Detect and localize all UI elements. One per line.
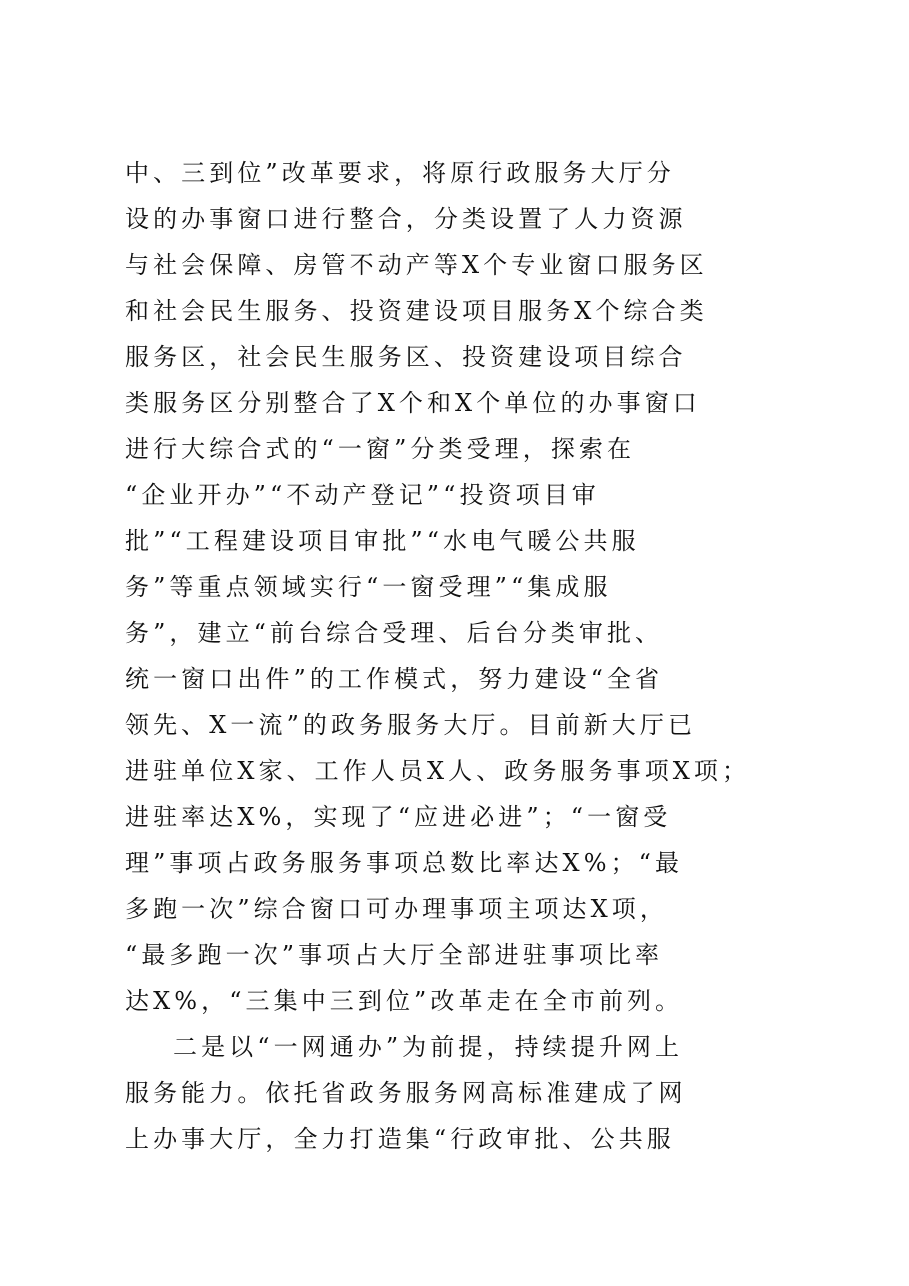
text-line: 中、三到位”改革要求，将原行政服务大厅分: [125, 159, 675, 187]
text-line: 服务区，社会民生服务区、投资建设项目综合: [125, 343, 687, 371]
text-line: 理”事项占政务服务事项总数比率达X%；“最: [125, 849, 684, 877]
text-line: 批”“工程建设项目审批”“水电气暖公共服: [125, 527, 640, 555]
text-line: 进驻单位X家、工作人员X人、政务服务事项X项；: [125, 757, 751, 785]
text-line: 和社会民生服务、投资建设项目服务X个综合类: [125, 297, 708, 325]
paragraph-start-line: 二是以“一网通办”为前提，持续提升网上: [173, 1033, 684, 1061]
text-line: 统一窗口出件”的工作模式，努力建设“全省: [125, 665, 664, 693]
text-line: “最多跑一次”事项占大厅全部进驻事项比率: [125, 941, 664, 969]
text-line: 进行大综合式的“一窗”分类受理，探索在: [125, 435, 636, 463]
text-line: 务”，建立“前台综合受理、后台分类审批、: [125, 619, 664, 647]
text-line: 达X%，“三集中三到位”改革走在全市前列。: [125, 987, 684, 1015]
text-line: 领先、X一流”的政务服务大厅。目前新大厅已: [125, 711, 697, 739]
text-line: 与社会保障、房管不动产等X个专业窗口服务区: [125, 251, 708, 279]
text-line: 设的办事窗口进行整合，分类设置了人力资源: [125, 205, 687, 233]
text-line: 进驻率达X%，实现了“应进必进”；“一窗受: [125, 803, 672, 831]
body-text: [125, 150, 805, 1162]
text-line: “企业开办”“不动产登记”“投资项目审: [125, 481, 600, 509]
text-line: 上办事大厅，全力打造集“行政审批、公共服: [125, 1125, 675, 1153]
text-line: 服务能力。依托省政务服务网高标准建成了网: [125, 1079, 687, 1107]
text-line: 多跑一次”综合窗口可办理事项主项达X项，: [125, 895, 668, 923]
text-line: 类服务区分别整合了X个和X个单位的办事窗口: [125, 389, 701, 417]
text-line: 务”等重点领域实行“一窗受理”“集成服: [125, 573, 612, 601]
